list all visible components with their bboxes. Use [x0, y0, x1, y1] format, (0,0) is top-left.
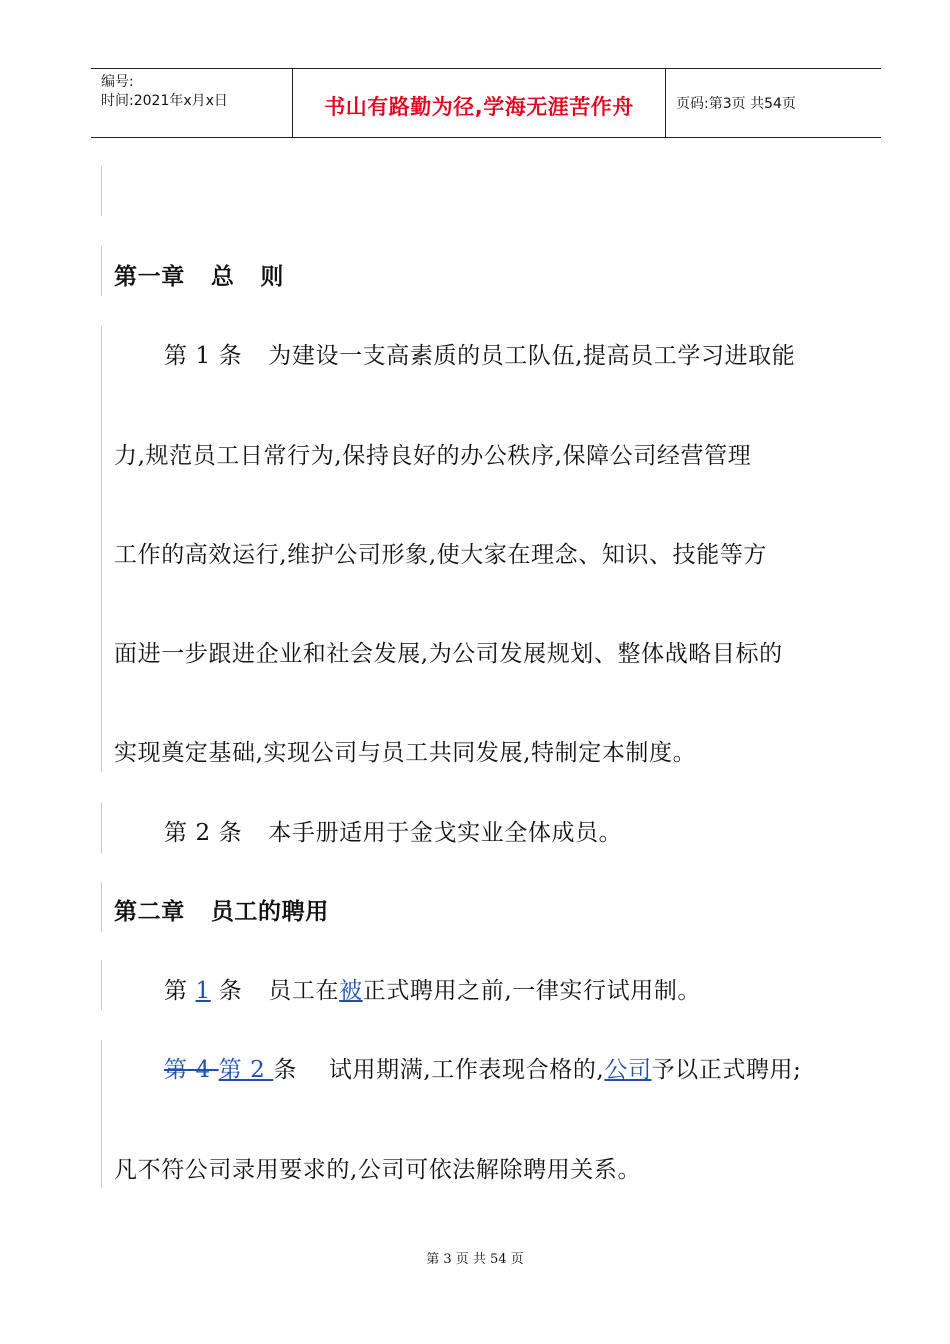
article-1-line: 力,规范员工日常行为,保持良好的办公秩序,保障公司经营管理 [114, 443, 752, 469]
article-probation-text: 员工在 [268, 978, 340, 1004]
revision-deletion: 第 4 [164, 1057, 219, 1083]
article-probation-text-rest: 正式聘用之前,一律实行试用制。 [362, 978, 702, 1004]
article-1-first-line [164, 337, 795, 370]
article-hiring-text-rest: 予以正式聘用; [651, 1057, 802, 1083]
revision-insertion-company: 公司 [604, 1057, 652, 1083]
article-1-line: 工作的高效运行,维护公司形象,使大家在理念、知识、技能等方 [114, 542, 768, 568]
header-page-cell [666, 69, 881, 137]
article-hiring-line-2: 凡不符公司录用要求的,公司可依法解除聘用关系。 [114, 1157, 642, 1183]
article-2-label: 第 2 条 [164, 820, 243, 846]
revision-insertion-number: 第 2 [218, 1057, 274, 1083]
article-2 [164, 814, 622, 847]
number-label: 编号: [101, 74, 134, 90]
chapter-1-title-part1: 总 [210, 264, 235, 290]
change-bar [101, 803, 102, 853]
chapter-2-title: 员工的聘用 [210, 899, 329, 925]
article-probation-suffix: 条 [218, 978, 243, 1004]
chapter-2-heading [114, 893, 329, 926]
header-motto-cell [293, 69, 666, 137]
change-bar [101, 882, 102, 932]
header-meta-cell [91, 69, 293, 137]
article-hiring [164, 1051, 802, 1084]
change-bar [101, 246, 102, 296]
article-1-line: 面进一步跟进企业和社会发展,为公司发展规划、整体战略目标的 [114, 641, 783, 667]
change-bar [101, 960, 102, 1010]
article-2-text: 本手册适用于金戈实业全体成员。 [268, 820, 623, 846]
chapter-1-heading [114, 258, 284, 291]
article-probation [164, 972, 701, 1005]
page-footer: 第 3 页 共 54 页 [426, 1252, 524, 1267]
revision-number: 1 [195, 978, 211, 1004]
change-bar [101, 326, 102, 772]
article-hiring-suffix: 条 [273, 1057, 297, 1083]
article-1-text: 为建设一支高素质的员工队伍,提高员工学习进取能 [268, 343, 796, 369]
time-label: 时间:2021年x月x日 [101, 93, 228, 109]
chapter-1-title-part2: 则 [260, 264, 285, 290]
document-header [91, 68, 881, 138]
header-motto: 书山有路勤为径,学海无涯苦作舟 [324, 95, 634, 119]
revision-insertion: 被 [339, 978, 363, 1004]
change-bar [101, 1040, 102, 1188]
article-1-label: 第 1 条 [164, 343, 243, 369]
chapter-1-number: 第一章 [114, 264, 185, 290]
change-bar [101, 166, 102, 216]
article-hiring-text: 试用期满,工作表现合格的, [328, 1057, 605, 1083]
header-page-info: 页码:第3页 共54页 [676, 96, 796, 112]
article-probation-prefix: 第 [164, 978, 188, 1004]
article-1-line: 实现奠定基础,实现公司与员工共同发展,特制定本制度。 [114, 740, 697, 766]
chapter-2-number: 第二章 [114, 899, 185, 925]
